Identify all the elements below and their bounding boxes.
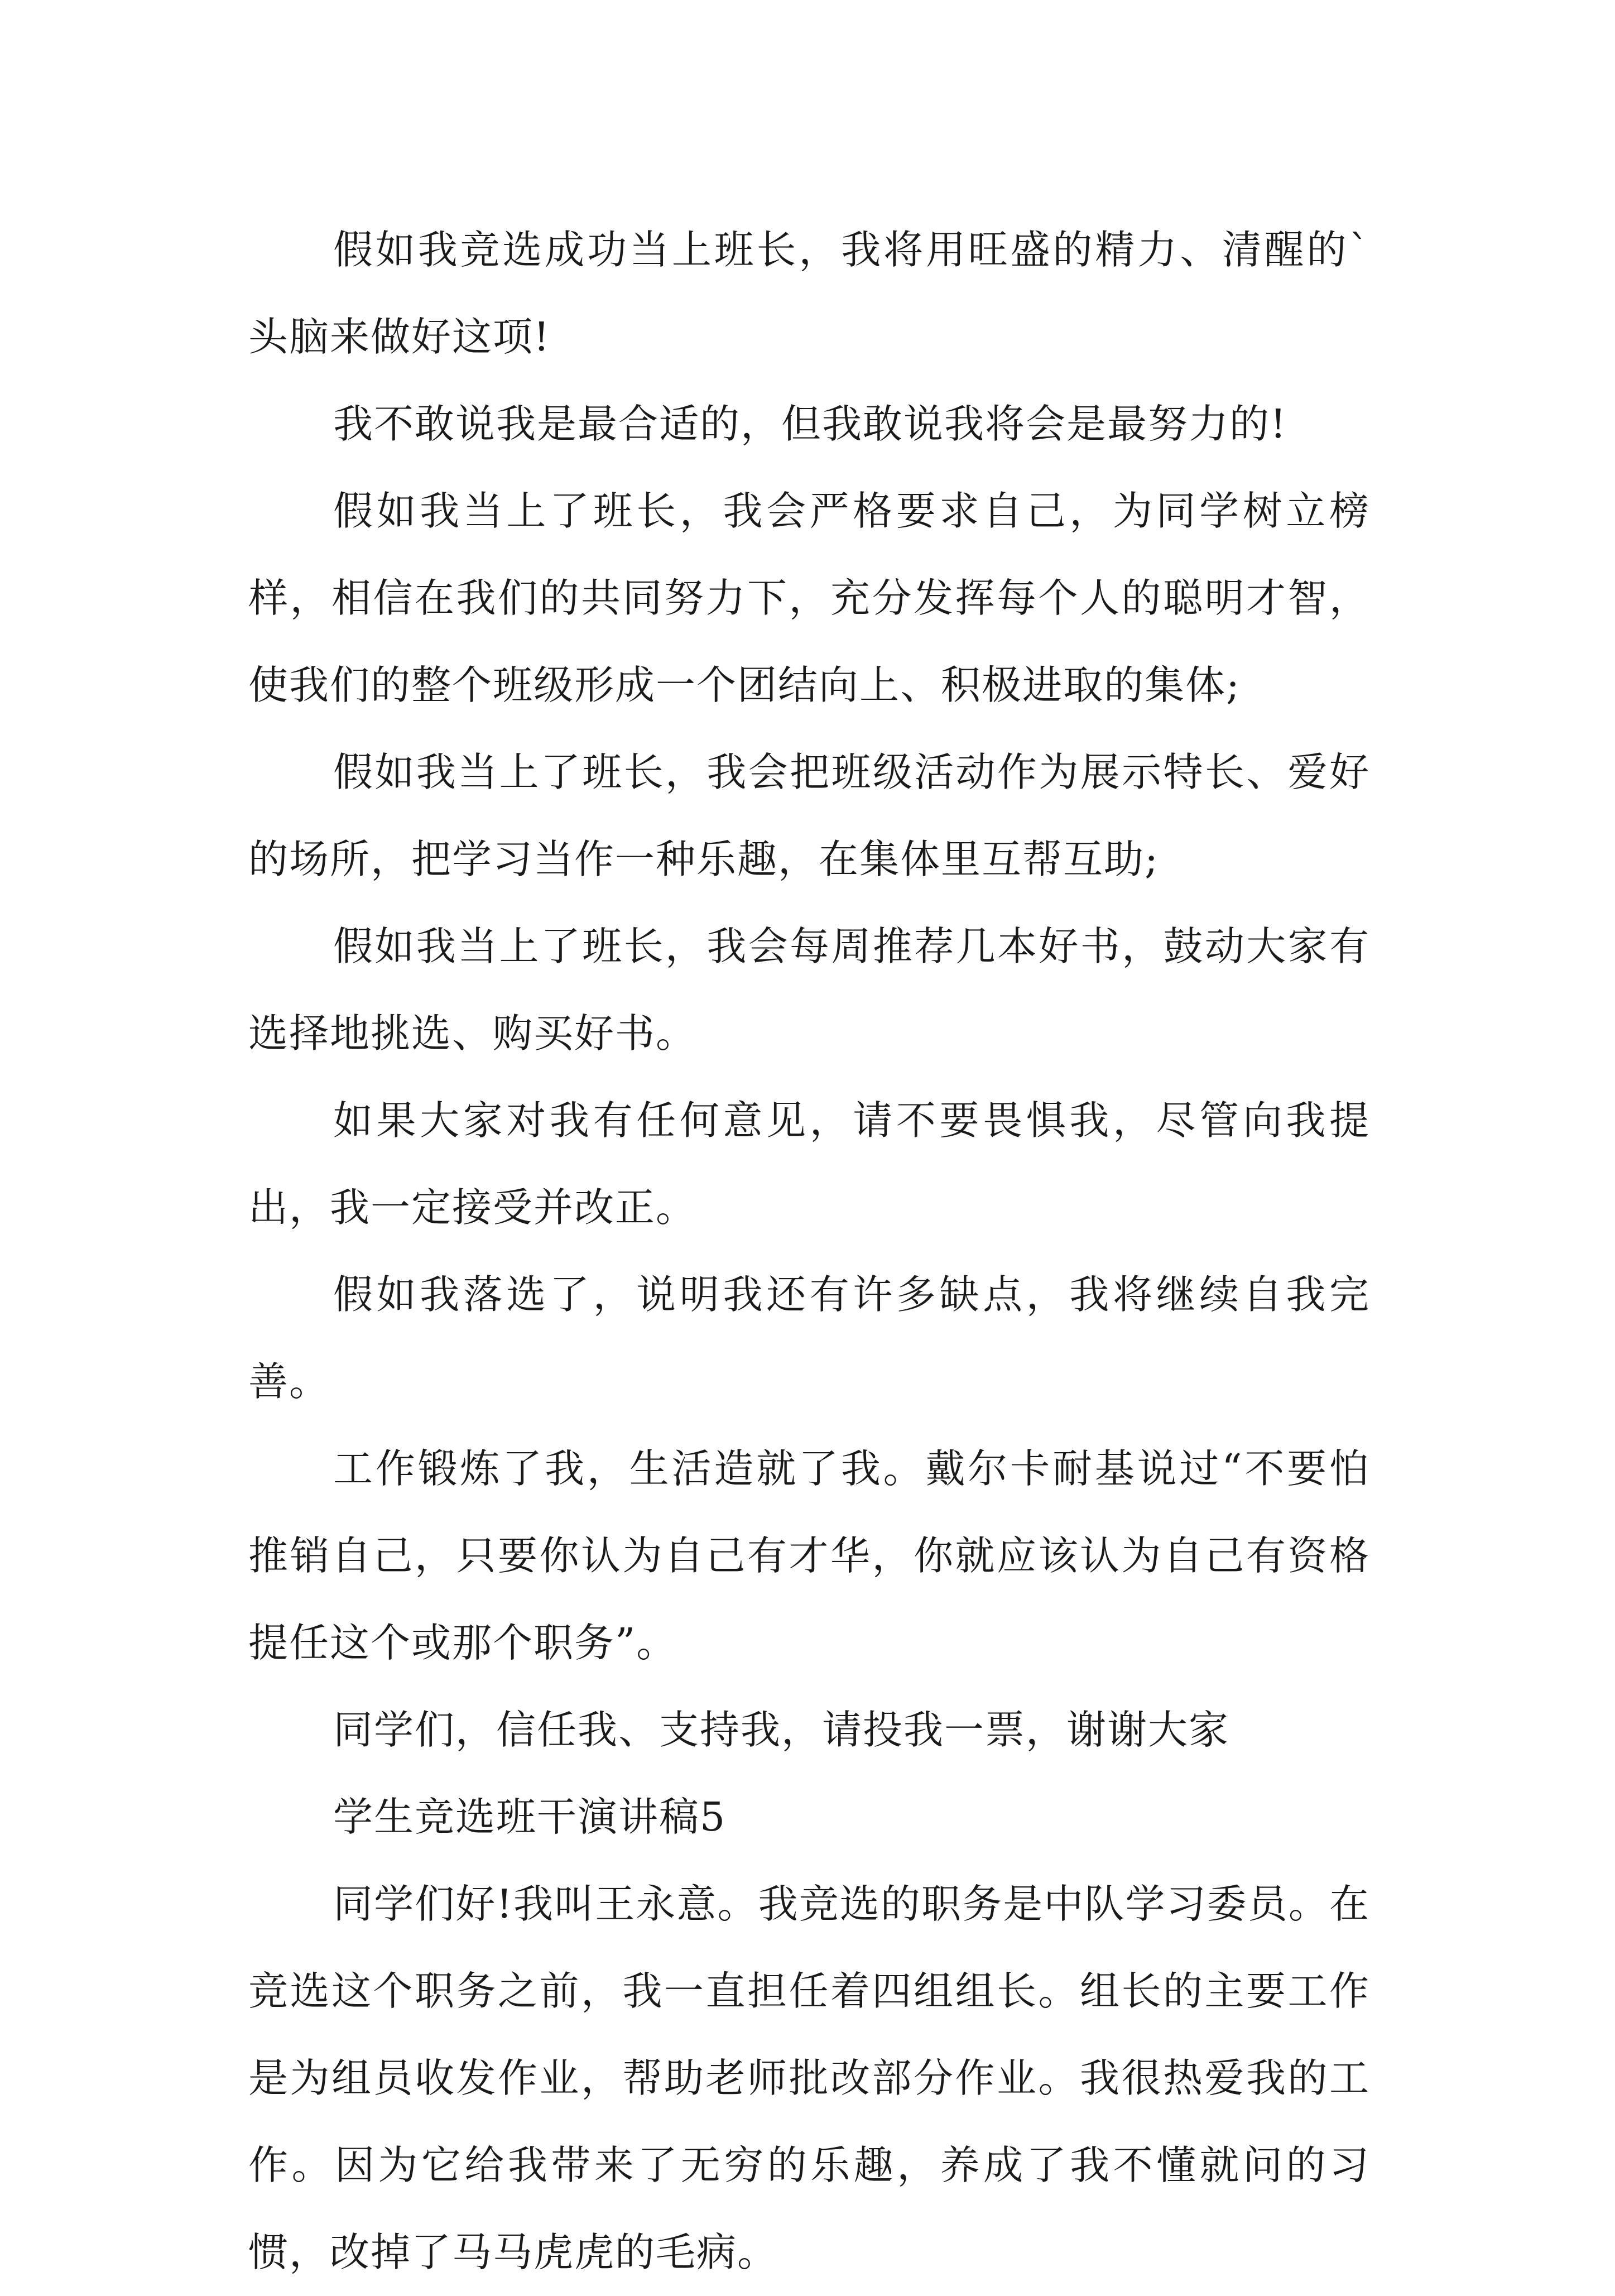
paragraph: 同学们好!我叫王永意。我竞选的职务是中队学习委员。在竞选这个职务之前，我一直担任着四组组长。组长的主要工作是为组员收发作业，帮助老师批改部分作业。我很热爱我的工作。因为它给我带来了无穷的乐趣，养成了我不懂就问的习惯，改掉了马马虎虎的毛病。 bbox=[248, 1881, 1370, 2275]
paragraph: 我不敢说我是最合适的，但我敢说我将会是最努力的! bbox=[333, 401, 1287, 447]
paragraph: 假如我落选了，说明我还有许多缺点，我将继续自我完善。 bbox=[248, 1271, 1370, 1405]
paragraph: 假如我当上了班长，我会每周推荐几本好书，鼓动大家有选择地挑选、购买好书。 bbox=[248, 923, 1370, 1056]
paragraph: 同学们，信任我、支持我，请投我一票，谢谢大家 bbox=[333, 1707, 1230, 1753]
section-heading: 学生竞选班干演讲稿5 bbox=[333, 1794, 727, 1840]
paragraph: 假如我当上了班长，我会严格要求自己，为同学树立榜样，相信在我们的共同努力下，充分发挥每个人的聪明才智，使我们的整个班级形成一个团结向上、积极进取的集体; bbox=[248, 488, 1370, 708]
paragraph: 如果大家对我有任何意见，请不要畏惧我，尽管向我提出，我一定接受并改正。 bbox=[248, 1097, 1370, 1231]
document-body bbox=[248, 206, 1370, 2296]
paragraph: 假如我竞选成功当上班长，我将用旺盛的精力、清醒的`头脑来做好这项! bbox=[248, 227, 1370, 360]
paragraph: 工作锻炼了我，生活造就了我。戴尔卡耐基说过“不要怕推销自己，只要你认为自己有才华，你就应该认为自己有资格提任这个或那个职务”。 bbox=[248, 1445, 1370, 1666]
paragraph: 假如我当上了班长，我会把班级活动作为展示特长、爱好的场所，把学习当作一种乐趣，在集体里互帮互助; bbox=[248, 749, 1370, 882]
